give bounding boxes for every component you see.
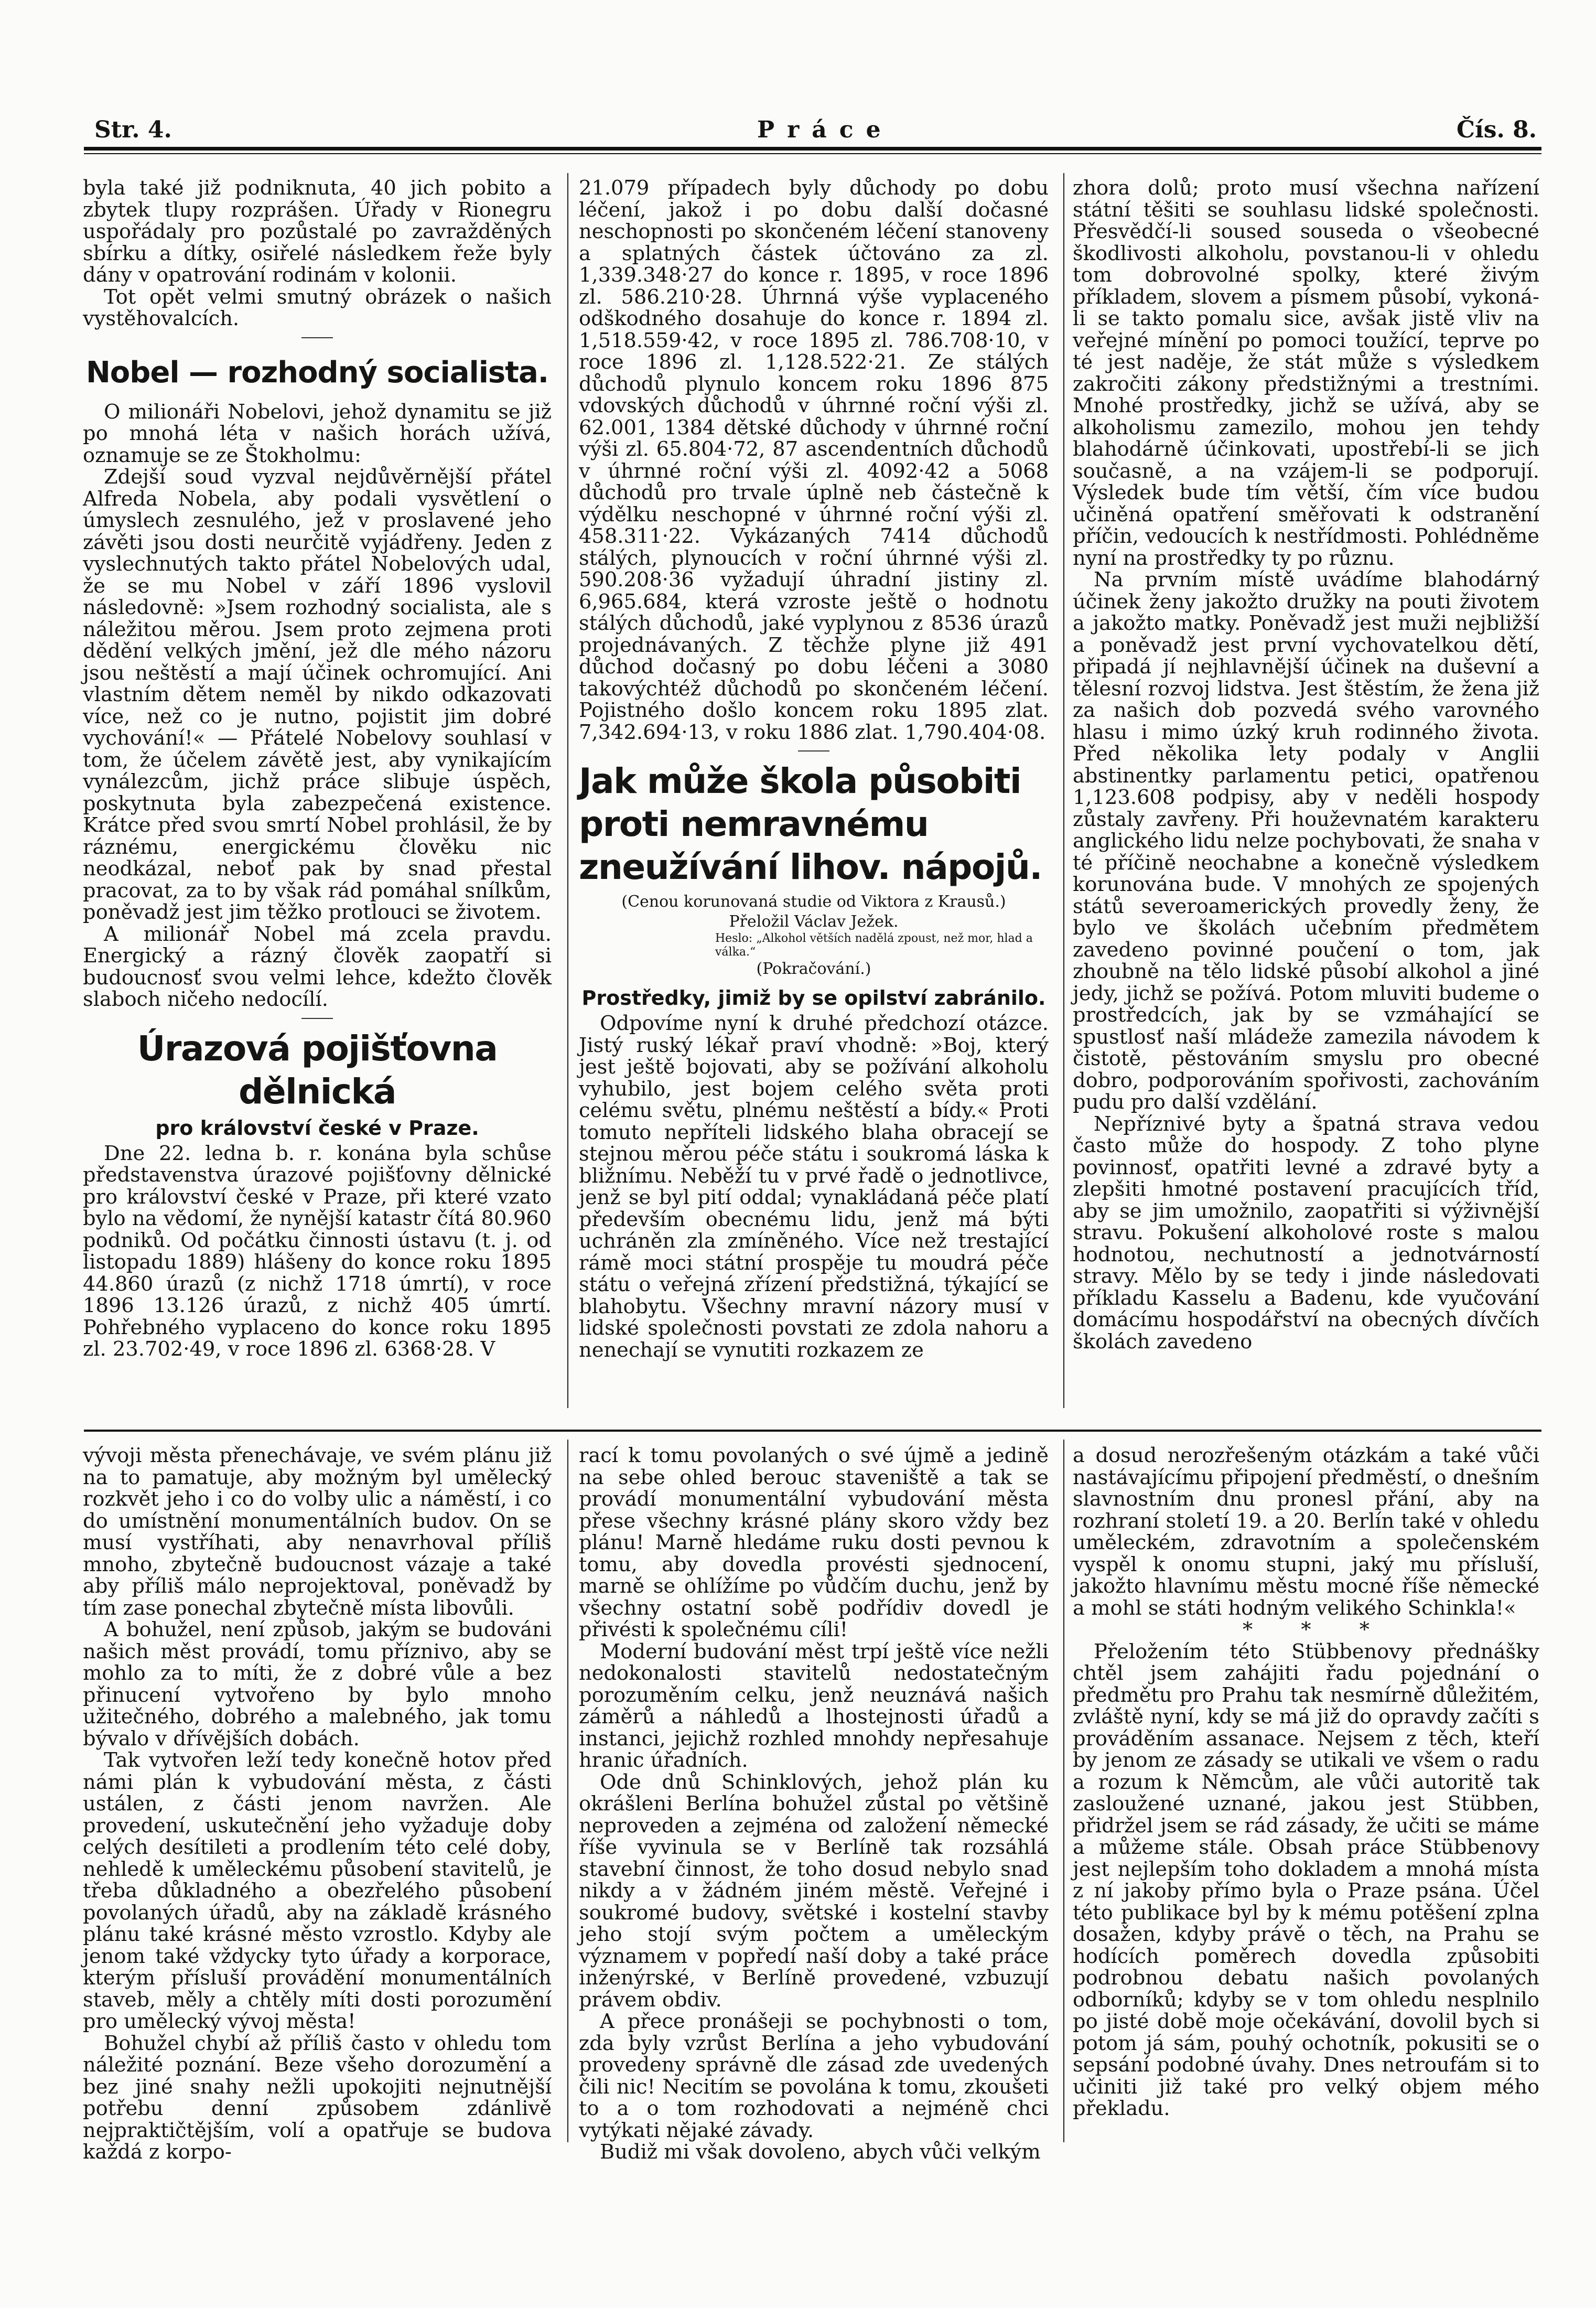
bottom-column-1 <box>83 1445 552 2163</box>
column-divider <box>567 173 568 1408</box>
continued-note: (Pokračování.) <box>756 960 871 978</box>
article-paragraph: O milionáři Nobelovi, jehož dynamitu se již po mnohá léta v našich horách užívá, oznamuje se ze Štokholmu: <box>83 400 552 467</box>
issue-number: Čís. 8. <box>1457 116 1537 143</box>
page-number: Str. 4. <box>94 116 172 143</box>
article-paragraph: a dosud nerozřešeným otázkám a také vůči nastávajícímu připojení předměstí, o dnešním slavnostním dnu pronesl přání, aby na rozhraní století 19. a 20. Berlín také v ohledu uměleckém, zdravotním a společenském vyspěl k onomu stupni, jaký mu přísluší, jakožto hlavnímu městu mocné říše německé a mohl se státi hodným velikého Schinkla!« <box>1073 1444 1539 1620</box>
header-rule-thick <box>84 147 1541 151</box>
article-paragraph: Moderní budování měst trpí ještě více nežli nedokonalosti stavitelů nedostatečným porozuměním celku, jenž neuznává našich záměrů a náhledů a lhostejnosti úřadů a instanci, jejichž rozhled mnohdy nepřesahuje hranic úřadních. <box>579 1639 1049 1772</box>
credit-line: (Cenou korunovaná studie od Viktora z Krausů.) <box>621 893 1006 911</box>
section-stars: * * * <box>1243 1618 1390 1641</box>
article-paragraph: Dne 22. ledna b. r. konána byla schůse představenstva úrazové pojišťovny dělnické pro království české v Praze, při které vzato bylo na vědomí, že nynější katastr čítá 80.960 podniků. Od počátku činnosti ústavu (t. j. od listopadu 1889) hlášeny do konce roku 1895 44.860 úrazů (z nichž 1718 úmrtí), v roce 1896 13.126 úrazů, z nichž 405 úmrtí. Pohřebného vyplaceno do konce roku 1895 zl. 23.702·49, v roce 1896 zl. 6368·28. V <box>83 1141 552 1361</box>
column-2 <box>579 177 1049 1361</box>
article-paragraph: 21.079 případech byly důchody po dobu léčení, jakož i po dobu další dočasné neschopnosti po skončeném léčení stanoveny a splatných částek účtováno za zl. 1,339.348·27 do konce r. 1895, v roce 1896 zl. 586.210·28. Úhrnná výše vyplaceného odškodného dosahuje do konce r. 1894 zl. 1,518.559·42, v roce 1895 zl. 786.708·10, v roce 1896 zl. 1,128.522·21. Ze stálých důchodů plynulo koncem roku 1896 875 vdovských důchodů v úhrnné roční výši zl. 62.001, 1384 dětské důchody v úhrnné roční výši zl. 65.804·72, 87 ascendentních důchodů v úhrnné roční výši zl. 4092·42 a 5068 důchodů pro trvale úplně neb částečně k výdělku neschopné v úhrnné roční výši zl. 458.311·22. Vykázaných 7414 důchodů stálých, plynoucích v roční úhrnné výši zl. 590.208·36 vyžadují úhradní jistiny zl. 6,965.684, která vzroste ještě o hodnotu stálých důchodů, jaké vyplynou z 8536 úrazů projednávaných. Z těchže plyne již 491 důchod dočasný po dobu léčeni a 3080 takovýchtéž důchodů po skončeném léčení. Pojistného došlo koncem roku 1895 zlat. 7,342.694·13, v roku 1886 zlat. 1,790.404·08. <box>579 176 1049 744</box>
motto-label: Heslo: <box>715 932 753 945</box>
article-paragraph: rací k tomu povolaných o své újmě a jedině na sebe ohled berouc staveniště a tak se provádí monumentální vybudování města přese všechny krásné plány skoro vždy bez plánu! Marně hledáme ruku dosti pevnou k tomu, aby dovedla provésti sjednocení, marně se ohlížíme po vůdčím duchu, jenž by všechny ostatní sobě podřídiv dovedl je přivésti k společnému cíli! <box>579 1444 1049 1641</box>
article-paragraph: A přece pronášeji se pochybnosti o tom, zda byly vzrůst Berlína a jeho vybudování provedeny správně dle zásad zde uvedených čili nic! Necitím se povolána k tomu, zkoušeti to a o tom rozhodovati a nejméně chci vytýkati nějaké závady. <box>579 2010 1049 2142</box>
article-paragraph: Nepříznivé byty a špatná strava vedou často může do hospody. Z toho plyne povinnosť, opatřiti levné a zdravé byty a zlepšiti hmotné postavení pracujících tříd, aby se jim umožnilo, zaopatřiti si výživnější stravu. Pokušení alkoholové roste s malou hodnotou, nechutností a jednotvárností stravy. Mělo by se tedy i jinde následovati příkladu Kasselu a Badenu, kde vyučování domácímu hospodářství na obecných dívčích školách zavedeno <box>1073 1112 1539 1354</box>
masthead: Práce <box>757 116 893 143</box>
article-paragraph: Na prvním místě uvádíme blahodárný účinek ženy jakožto družky na pouti životem a jakožto matky. Poněvadž jest muži nejbližší a poněvadž jest první vychovatelkou dětí, připadá jí nejhlavnější účinek na duševní a tělesní rozvoj lidstva. Jest štěstím, že žena již za našich dob pozvedá svého varovného hlasu i mimo úzký kruh rodinného života. Před několika lety podaly v Anglii abstinentky parlamentu petici, opatřenou 1,123.608 podpisy, aby v neděli hospody zůstaly zavřeny. Při houževnatém karakteru anglického lidu nelze pochybovati, že snaha v té příčině neochabne a konečně výsledkem korunována bude. V mnohých ze spojených států severoamerických provedly ženy, že bylo ve školách učebním předmětem zavedeno povinné poučení o tom, jak zhoubně na tělo lidské působí alkohol a jiné jedy, jichž se požívá. Potom mluviti budeme o prostředcích, jak by se vzmáhající se spustlosť naší mládeže zamezila návodem k čistotě, pěstováním smyslu pro obecné dobro, podporováním spořivosti, zachováním pudu pro další vzdělání. <box>1073 568 1539 1114</box>
article-paragraph: vývoji města přenechávaje, ve svém plánu již na to pamatuje, aby možným byl umělecký rozkvět jeho i co do volby ulic a náměstí, i co do umístnění monumentálních budov. On se musí vystříhati, aby nenavrhoval příliš mnoho, zbytečně budoucnost vázaje a také aby příliš málo neprojektoval, poněvadž by tím zase ponechal zbytečně místa libovůli. <box>83 1444 552 1620</box>
article-paragraph: Tot opět velmi smutný obrázek o našich vystěhovalcích. <box>83 285 552 330</box>
article-paragraph: Tak vytvořen leží tedy konečně hotov před námi plán k vybudování města, z části ustálen, z části jenom navržen. Ale provedení, uskutečnění jeho vyžaduje doby celých desítileti a prodlením této celé doby, nehledě k uměleckému působení stavitelů, je třeba důkladného a obezřelého působení povolaných úřadů, aby na základě krásného plánu také krásné město vzrostlo. Kdyby ale jenom také vždycky tyto úřady a korporace, kterým přísluší provádění monumentálních staveb, měly a chtěly míti dosti porozumění pro umělecký vývoj města! <box>83 1748 552 2033</box>
article-paragraph: Ode dnů Schinklových, jehož plán ku okrášleni Berlína bohužel zůstal po většině neproveden a zejména od založení německé říše vyvinula se v Berlíně tak rozsáhlá stavební činnost, že toho dosud nebylo snad nikdy a v žádném jiném městě. Veřejné i soukromé budovy, světské i kostelní stavby jeho stojí svým počtem a uměleckým významem v popředí naší doby a také práce inženýrské, v Berlíně provedené, vzbuzují právem obdiv. <box>579 1770 1049 2012</box>
column-divider <box>567 1440 568 2142</box>
column-1 <box>83 177 552 1360</box>
translator-line: Přeložil Václav Ježek. <box>729 913 899 931</box>
article-paragraph: A bohužel, není způsob, jakým se budováni našich měst provádí, tomu příznivo, aby se mohlo za to míti, že z dobré vůle a bez přinucení vytvořeno by bylo mnoho užitečného, dobrého a malebného, jak tomu bývalo v dřívějších dobách. <box>83 1618 552 1751</box>
article-paragraph: byla také již podniknuta, 40 jich pobito a zbytek tlupy rozprášen. Úřady v Rionegru uspořádaly pro pozůstalé po zavražděných sbírku a dítky, osiřelé následkem řeže byly dány v opatrování rodinám v kolonii. <box>83 176 552 287</box>
article-paragraph: Odpovíme nyní k druhé předchozí otázce. Jistý ruský lékař praví vhodně: »Boj, který jest ještě bojovati, aby se požívání alkoholu vyhubilo, jest bojem celého světa proti celému světu, plnému neštěstí a bídy.« Proti tomuto nepříteli lidského blaha obracejí se stejnou měrou péče státu i soukromá láska k bližnímu. Neběží tu v prvé řadě o jednotlivce, jenž se byl pití oddal; vynakládaná péče platí především obecnému lidu, jenž má býti uchráněn zla zmíněného. Více než trestající rámě moci státní prospěje tu moudrá péče státu o veřejná zřízení předstižná, týkající se blahobytu. Všechny mravní názory musí v lidské společnosti povstati ze zdola nahoru a nenechají se vynutiti rozkazem ze <box>579 1012 1049 1362</box>
column-divider <box>1063 1440 1064 2142</box>
article-paragraph: zhora dolů; proto musí všechna nařízení státní těšiti se souhlasu lidské společnosti. Přesvědčí-li soused souseda o všeobecné škodlivosti alkoholu, povstanou-li v ohledu tom dobrovolné spolky, které živým příkladem, slovem a písmem působí, vykoná-li se takto pomalu sice, avšak jistě vliv na veřejné mínění po pomoci toužící, teprve po té jest naděje, že stát může s výsledkem zakročiti zákony předstižnými a trestními. Mnohé prostředky, jichž se užívá, aby se alkoholismu zamezilo, mohou jen tehdy blahodárně účinkovati, upostřebí-li se jich současně, a na vzájem-li se podporují. Výsledek bude tím větší, čím více budou učiněná opatření směřovati k odstranění příčin, vedoucích k nestřídmosti. Pohlédněme nyní na prostředky ty po různu. <box>1073 176 1539 570</box>
article-paragraph: A milionář Nobel má zcela pravdu. Energický a rázný člověk zaopatří si budoucnosť svou velmi lehce, kdežto člověk slaboch ničeho nedocílí. <box>83 922 552 1011</box>
motto-text: „Alkohol větších nadělá zpoust, než mor, hlad a válka.“ <box>715 932 1033 959</box>
motto <box>715 932 1049 959</box>
article-separator <box>798 750 829 752</box>
bottom-column-3 <box>1073 1445 1539 2120</box>
article-paragraph: Bohužel chybí až příliš často v ohledu tom náležité poznání. Beze všeho dorozumění a bez jiné snahy nežli upokojiti nejnutnější potřebu denní způsobem zdánlivě nejpraktičtějším, volí a opatřuje se budova každá z korpo- <box>83 2031 552 2164</box>
column-divider <box>1063 173 1064 1408</box>
bottom-column-2 <box>579 1445 1049 2163</box>
article-paragraph: Zdejší soud vyzval nejdůvěrnější přátel Alfreda Nobela, aby podali vysvětlení o úmyslech zesnulého, jež v proslavené jeho závěti jsou dosti neurčitě vyjádřeny. Jeden z vyslechnutých takto přátel Nobelových udal, že se mu Nobel v září 1896 vyslovil následovně: »Jsem rozhodný socialista, ale s náležitou měrou. Jsem proto zejmena proti dědění velkých jmění, jež dle mého názoru jsou neštěstí a mají účinek ochromující. Ani vlastním dětem neměl by nikdo odkazovati více, než co je nutno, pojistit jim dobré vychování!« — Přátelé Nobelovy souhlasí v tom, že účelem závětě jest, aby vynikajícím vynálezcům, jichž práce slibuje úspěch, poskytnuta byla zabezpečená existence. Krátce před svou smrtí Nobel prohlásil, že by ráznému, energickému člověku nic neodkázal, neboť pak by snad přestal pracovat, za to by však rád pomáhal snílkům, poněvadž jest jim těžko protlouci se životem. <box>83 465 552 924</box>
section-head: Prostředky, jimiž by se opilství zabránilo. <box>581 986 1046 1010</box>
headline-urazova: Úrazová pojišťovna dělnická <box>137 1028 498 1112</box>
section-rule <box>84 1430 1541 1432</box>
article-separator <box>301 1018 333 1019</box>
article-separator <box>301 337 333 338</box>
header-rule-thin <box>84 153 1541 154</box>
column-3 <box>1073 177 1539 1352</box>
article-paragraph: Přeložením této Stübbenovy přednášky chtěl jsem zahájiti řadu pojednání o předmětu pro Prahu tak nesmírně důležitém, zvláště nyní, kdy se má již do opravdy začíti s prováděním assanace. Nejsem z těch, kteří by jenom ze zásady se utikali ve všem o radu a rozum k Němcům, ale vůči autoritě tak zasloužené uznané, jakou jest Stübben, přidržel jsem se rád zásady, že učiti se máme a můžeme stále. Obsah práce Stübbenovy jest nejlepším toho dokladem a mnohá místa z ní jakoby přímo byla o Praze psána. Účel této publikace byl by k mému potěšení zplna dosažen, kdyby právě o těch, na Prahu se hodících poměrech dovedla způsobiti podrobnou debatu našich povolaných odborníků; kdyby se v tom ohledu nesplnilo po jisté době moje očekávání, dovolil bych si potom já sám, pouhý ochotník, pokusiti se o sepsání podobné úvahy. Dnes netroufám si to učiniti již také pro velký objem mého překladu. <box>1073 1639 1539 2120</box>
subhead-urazova: pro království české v Praze. <box>155 1116 479 1140</box>
headline-nobel: Nobel — rozhodný socialista. <box>85 355 549 390</box>
article-paragraph: Budiž mi však dovoleno, abych vůči velkým <box>600 2140 1041 2164</box>
headline-skola: Jak může škola působiti proti nemravnému zneužívání lihov. nápojů. <box>579 761 1042 887</box>
